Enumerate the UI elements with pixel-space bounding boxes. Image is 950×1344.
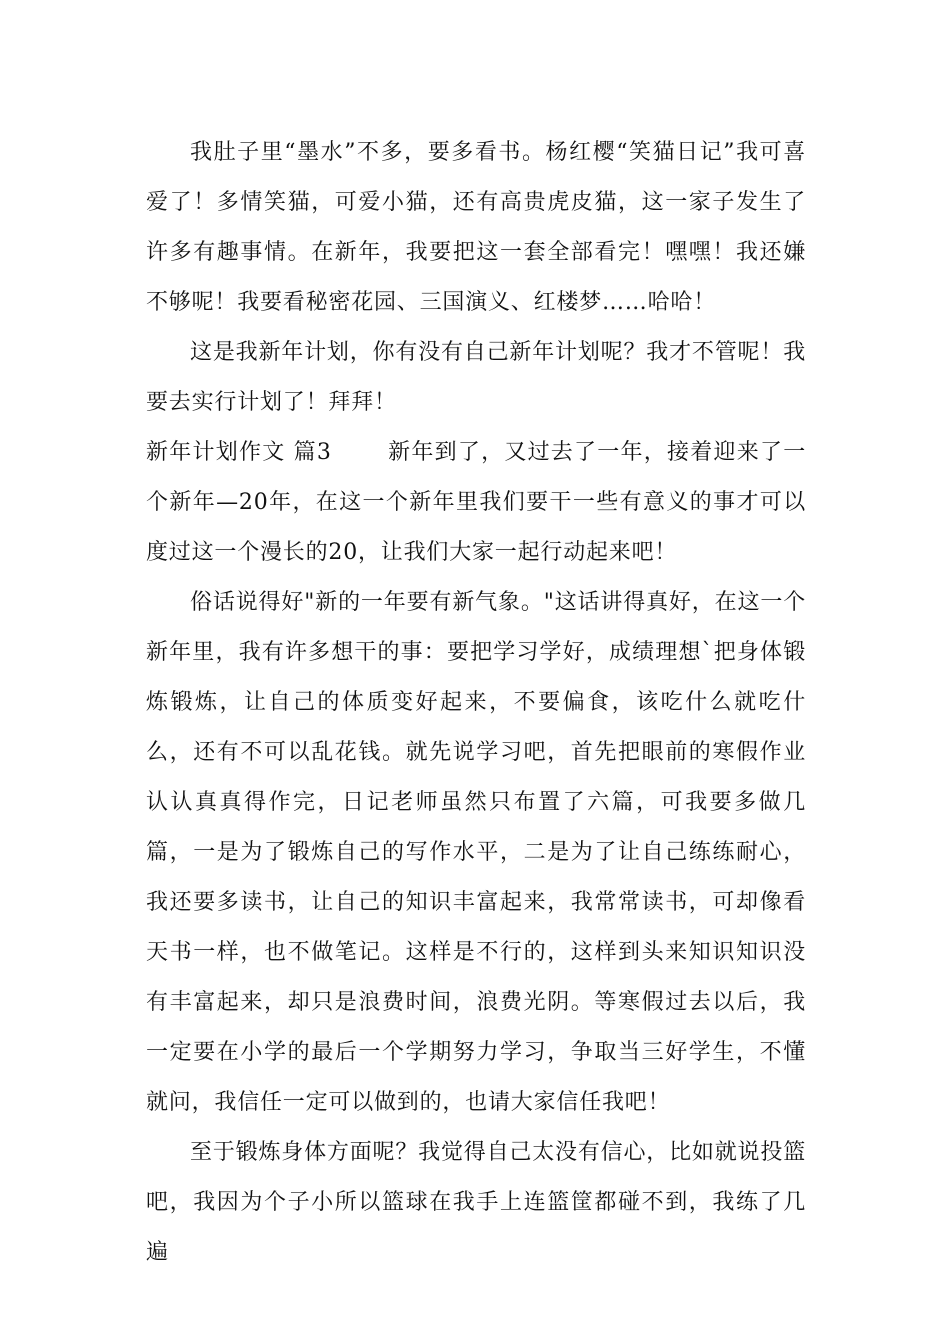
paragraph-study-plan: 俗话说得好"新的一年要有新气象。"这话讲得真好，在这一个新年里，我有许多想干的事：要把学习学好，成绩理想`把身体锻炼锻炼，让自己的体质变好起来，不要偏食，该吃什么就吃什么，还有不可以乱花钱。就先说学习吧，首先把眼前的寒假作业认认真真得作完，日记老师虽然只布置了六篇，可我要多做几篇，一是为了锻炼自己的写作水平，二是为了让自己练练耐心，我还要多读书，让自己的知识丰富起来，我常常读书，可却像看天书一样，也不做笔记。这样是不行的，这样到头来知识知识没有丰富起来，却只是浪费时间，浪费光阴。等寒假过去以后，我一定要在小学的最后一个学期努力学习，争取当三好学生，不懂就问，我信任一定可以做到的，也请大家信任我吧！ (146, 590, 806, 1115)
paragraph-exercise-plan: 至于锻炼身体方面呢？我觉得自己太没有信心，比如就说投篮吧，我因为个子小所以篮球在我手上连篮筐都碰不到，我练了几遍 (146, 1140, 806, 1265)
document-body (146, 128, 806, 1278)
section-heading-line (146, 428, 806, 578)
paragraph-reading-plan: 我肚子里“墨水”不多，要多看书。杨红樱“笑猫日记”我可喜爱了！多情笑猫，可爱小猫，还有高贵虎皮猫，这一家子发生了许多有趣事情。在新年，我要把这一套全部看完！嘿嘿！我还嫌不够呢！我要看秘密花园、三国演义、红楼梦……哈哈！ (146, 140, 806, 315)
section-intro: 新年到了，又过去了一年，接着迎来了一个新年—20年，在这一个新年里我们要干一些有意义的事才可以度过这一个漫长的20，让我们大家一起行动起来吧！ (146, 440, 806, 565)
section-heading: 新年计划作文 篇3 (146, 440, 332, 465)
paragraph-plan-closing: 这是我新年计划，你有没有自己新年计划呢？我才不管呢！我要去实行计划了！拜拜！ (146, 340, 806, 415)
